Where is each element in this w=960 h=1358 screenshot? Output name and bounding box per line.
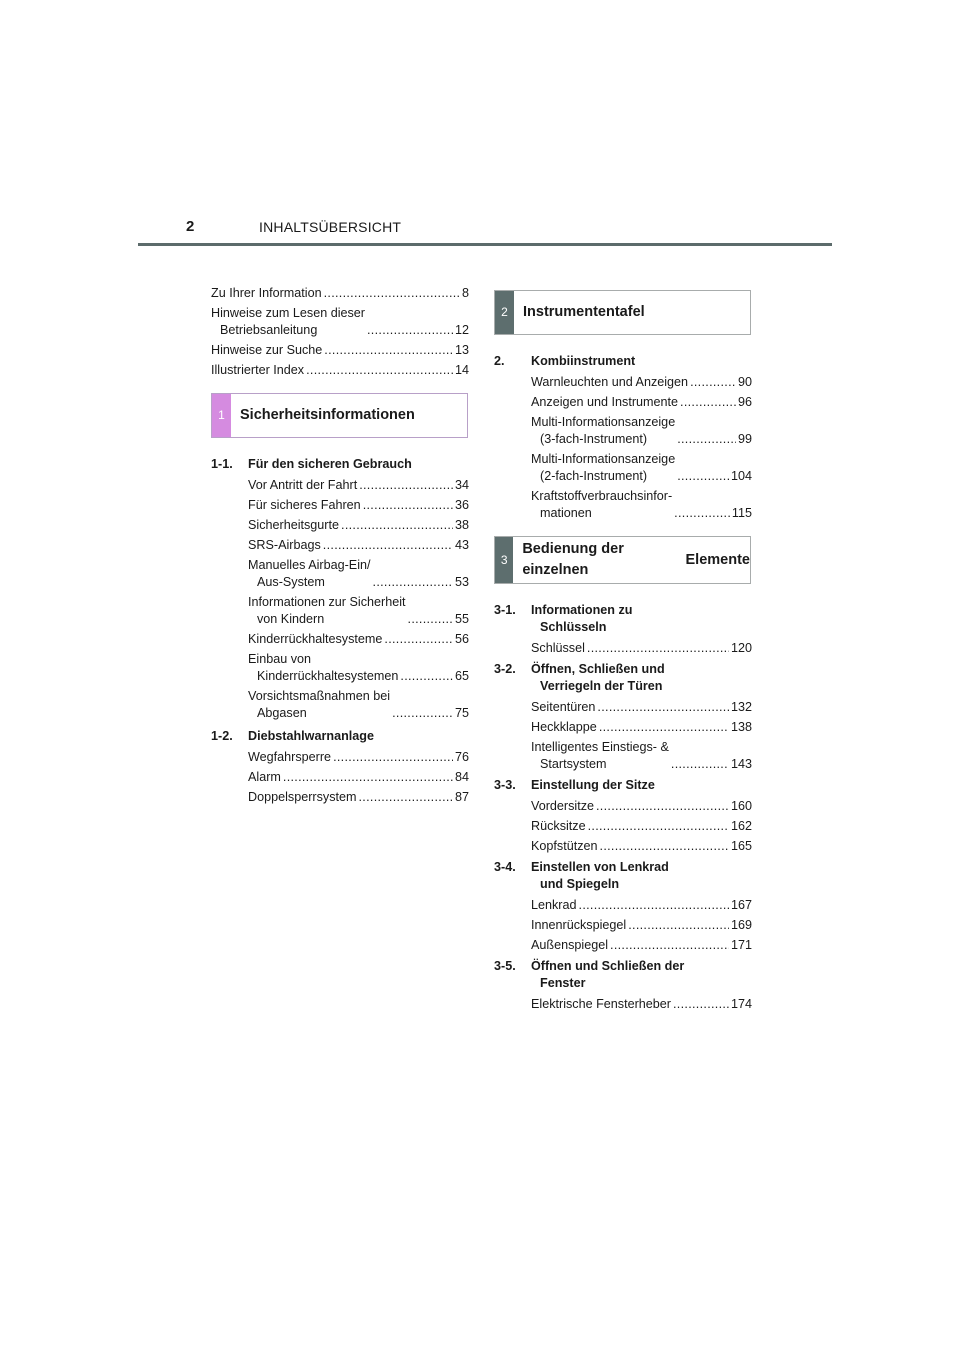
toc-entry[interactable]	[494, 394, 752, 411]
chapter-block	[494, 777, 752, 855]
chapter-block	[211, 728, 469, 806]
left-column	[211, 285, 469, 812]
toc-entry-label-line: Vorsichtsmaßnahmen bei	[248, 689, 391, 703]
toc-entry[interactable]	[494, 699, 752, 716]
toc-entry[interactable]	[211, 769, 469, 786]
toc-entry-label	[248, 517, 339, 534]
toc-entry-page: 12	[454, 323, 469, 337]
chapter-title-line: Schlüsseln	[540, 620, 607, 634]
toc-entry[interactable]	[494, 897, 752, 914]
toc-entry-page: 162	[730, 819, 752, 833]
toc-entry-label	[531, 699, 595, 716]
toc-entry-label	[531, 838, 598, 855]
leader-dots	[400, 668, 453, 685]
toc-entry-label	[531, 818, 586, 835]
toc-entry[interactable]	[494, 374, 752, 391]
toc-entry-label-line: SRS-Airbags	[248, 538, 321, 552]
chapter-heading[interactable]	[494, 353, 752, 370]
chapter-title-line: Öffnen, Schließen und	[531, 662, 665, 676]
leader-dots	[671, 756, 729, 773]
toc-entry-label-line: Elektrische Fensterheber	[531, 997, 671, 1011]
toc-entry[interactable]	[211, 557, 469, 591]
toc-entry-label-line: Rücksitze	[531, 819, 586, 833]
toc-entry-label	[248, 594, 406, 628]
leader-dots	[341, 517, 453, 534]
toc-entry[interactable]	[494, 937, 752, 954]
toc-entry-label-line: Manuelles Airbag-Ein/	[248, 558, 371, 572]
chapter-heading[interactable]	[494, 602, 752, 636]
toc-entry-page: 169	[730, 918, 752, 932]
leader-dots	[600, 838, 729, 855]
chapter-heading[interactable]	[211, 728, 469, 745]
chapter-title	[531, 859, 669, 893]
leader-dots	[610, 937, 729, 954]
toc-entry-label	[211, 342, 322, 359]
toc-entry-page: 55	[454, 612, 469, 626]
leader-dots	[359, 789, 453, 806]
toc-entry-label-line: von Kindern	[257, 612, 325, 626]
toc-entry-label-line: (2-fach-Instrument)	[540, 469, 648, 483]
toc-entry-label-line: Kinderrückhaltesysteme	[248, 632, 383, 646]
toc-entry-label-line: Abgasen	[257, 706, 307, 720]
toc-entry-page: 96	[737, 395, 752, 409]
toc-entry-label-line: (3-fach-Instrument)	[540, 432, 648, 446]
toc-entry[interactable]	[211, 517, 469, 534]
toc-entry[interactable]	[211, 497, 469, 514]
toc-entry-page: 56	[454, 632, 469, 646]
toc-entry-label	[248, 769, 281, 786]
section-title	[231, 394, 415, 437]
toc-entry-label-line: Seitentüren	[531, 700, 596, 714]
chapter-heading[interactable]	[494, 859, 752, 893]
toc-entry-label-line: Wegfahrsperre	[248, 750, 332, 764]
toc-entry-label-line: Für sicheres Fahren	[248, 498, 361, 512]
toc-entry-label	[248, 749, 331, 766]
leader-dots	[359, 477, 453, 494]
chapter-number: 3-1.	[494, 603, 516, 617]
right-column	[494, 290, 752, 1017]
chapter-heading[interactable]	[211, 456, 469, 473]
leader-dots	[599, 719, 729, 736]
toc-entry-label-line: Multi-Informationsanzeige	[531, 415, 676, 429]
toc-entry-page: 165	[730, 839, 752, 853]
chapter-number: 3-3.	[494, 778, 516, 792]
toc-entry-label-line: Lenkrad	[531, 898, 577, 912]
chapter-block	[494, 353, 752, 522]
chapter-title	[531, 353, 635, 370]
toc-entry-label-line: Sicherheitsgurte	[248, 518, 340, 532]
chapter-block	[494, 661, 752, 773]
toc-entry-label-line: Hinweise zum Lesen dieser	[211, 306, 365, 320]
toc-entry[interactable]	[211, 749, 469, 766]
toc-entry-label-line: Multi-Informationsanzeige	[531, 452, 676, 466]
leader-dots	[408, 611, 453, 628]
section-title	[514, 291, 645, 334]
leader-dots	[306, 362, 453, 379]
chapter-title-line: und Spiegeln	[540, 877, 620, 891]
toc-entry-label-line: Kraftstoffverbrauchsinfor-	[531, 489, 673, 503]
toc-entry-label	[248, 497, 361, 514]
chapter-number: 3-4.	[494, 860, 516, 874]
toc-entry[interactable]	[494, 818, 752, 835]
toc-entry[interactable]	[494, 640, 752, 657]
toc-entry[interactable]	[494, 838, 752, 855]
chapter-title-line: Öffnen und Schließen der	[531, 959, 685, 973]
chapter-title	[531, 602, 632, 636]
section-heading[interactable]	[494, 536, 751, 584]
toc-entry-label-line: Außenspiegel	[531, 938, 609, 952]
toc-entry[interactable]	[211, 631, 469, 648]
toc-entry-page: 53	[454, 575, 469, 589]
chapter-number: 3-5.	[494, 959, 516, 973]
leader-dots	[597, 699, 729, 716]
toc-entry-label	[248, 631, 382, 648]
toc-entry-label	[531, 996, 671, 1013]
toc-entry-label-line: Startsystem	[540, 757, 607, 771]
toc-entry-label-line: Innenrückspiegel	[531, 918, 627, 932]
toc-entry-label-line: Heckklappe	[531, 720, 597, 734]
chapter-title-line: Einstellung der Sitze	[531, 778, 655, 792]
toc-entry-label-line: Kopfstützen	[531, 839, 598, 853]
toc-entry-page: 76	[454, 750, 469, 764]
toc-entry-page: 43	[454, 538, 469, 552]
toc-entry-label	[531, 937, 608, 954]
toc-entry[interactable]	[494, 996, 752, 1013]
toc-entry[interactable]	[211, 342, 469, 359]
toc-entry-label-line: Vordersitze	[531, 799, 594, 813]
toc-entry-label-line: Hinweise zur Suche	[211, 343, 323, 357]
toc-entry-label	[248, 557, 371, 591]
toc-entry-page: 104	[730, 469, 752, 483]
section-title	[513, 537, 750, 583]
chapter-heading[interactable]	[494, 958, 752, 992]
leader-dots	[363, 497, 453, 514]
toc-entry-label	[211, 362, 304, 379]
toc-entry-label	[248, 789, 357, 806]
chapter-number: 1-2.	[211, 729, 233, 743]
toc-entry-label	[248, 688, 390, 722]
toc-entry[interactable]	[494, 739, 752, 773]
leader-dots	[677, 431, 736, 448]
toc-entry[interactable]	[211, 688, 469, 722]
toc-entry-label-line: Aus-System	[257, 575, 325, 589]
toc-entry-label-line: Zu Ihrer Information	[211, 286, 322, 300]
chapter-title-line: Informationen zu	[531, 603, 633, 617]
toc-entry-label-line: Schlüssel	[531, 641, 585, 655]
toc-entry-page: 99	[737, 432, 752, 446]
chapter-block	[211, 456, 469, 722]
chapter-title-line: Einstellen von Lenkrad	[531, 860, 669, 874]
leader-dots	[673, 996, 729, 1013]
leader-dots	[680, 394, 736, 411]
chapter-heading[interactable]	[494, 661, 752, 695]
toc-entry-page: 138	[730, 720, 752, 734]
toc-entry-page: 143	[730, 757, 752, 771]
toc-entry-page: 160	[730, 799, 752, 813]
chapter-block	[494, 859, 752, 954]
toc-entry-label-line: mationen	[540, 506, 592, 520]
page-number: 2	[186, 218, 195, 235]
chapter-title-line: Diebstahlwarnanlage	[248, 729, 374, 743]
toc-entry[interactable]	[494, 917, 752, 934]
toc-entry-page: 34	[454, 478, 469, 492]
chapter-title	[531, 661, 665, 695]
toc-entry-label-line: Warnleuchten und Anzeigen	[531, 375, 689, 389]
toc-entry-page: 84	[454, 770, 469, 784]
toc-entry-page: 90	[737, 375, 752, 389]
leader-dots	[324, 285, 460, 302]
toc-entry[interactable]	[211, 285, 469, 302]
chapter-title	[531, 777, 655, 794]
toc-entry-page: 87	[454, 790, 469, 804]
toc-entry-label	[248, 477, 357, 494]
toc-entry[interactable]	[211, 651, 469, 685]
toc-entry-label-line: Intelligentes Einstiegs- &	[531, 740, 669, 754]
section-title-line: Bedienung der einzelnen	[522, 541, 624, 578]
page-header-title: INHALTSÜBERSICHT	[259, 219, 402, 235]
toc-entry-label	[531, 917, 626, 934]
toc-entry-label-line: Kinderrückhaltesystemen	[257, 669, 399, 683]
toc-entry-label	[531, 414, 675, 448]
toc-entry[interactable]	[494, 719, 752, 736]
toc-entry-label	[211, 285, 322, 302]
leader-dots	[588, 818, 729, 835]
toc-entry-label	[531, 488, 672, 522]
toc-entry-label-line: Illustrierter Index	[211, 363, 305, 377]
section-number-tab: 1	[212, 394, 231, 437]
chapter-title-line: Verriegeln der Türen	[540, 679, 663, 693]
toc-entry-label	[531, 451, 675, 485]
leader-dots	[596, 798, 729, 815]
toc-entry-page: 132	[730, 700, 752, 714]
toc-entry[interactable]	[211, 789, 469, 806]
leader-dots	[283, 769, 453, 786]
toc-entry-page: 38	[454, 518, 469, 532]
toc-entry-label	[531, 798, 594, 815]
chapter-block	[494, 958, 752, 1013]
chapter-number: 2.	[494, 354, 505, 368]
leader-dots	[677, 468, 729, 485]
chapter-title-line: Kombiinstrument	[531, 354, 636, 368]
leader-dots	[674, 505, 730, 522]
toc-entry-label	[211, 305, 365, 339]
toc-entry[interactable]	[211, 362, 469, 379]
leader-dots	[384, 631, 453, 648]
toc-entry[interactable]	[494, 488, 752, 522]
toc-entry[interactable]	[211, 537, 469, 554]
section-heading[interactable]	[494, 290, 751, 335]
toc-entry-label	[531, 739, 669, 773]
leader-dots	[333, 749, 453, 766]
chapter-title	[531, 958, 684, 992]
toc-entry[interactable]	[494, 798, 752, 815]
toc-entry-label-line: Einbau von	[248, 652, 312, 666]
toc-entry-page: 13	[454, 343, 469, 357]
toc-entry-page: 120	[730, 641, 752, 655]
section-title-line: Elemente	[685, 551, 750, 568]
toc-entry-page: 65	[454, 669, 469, 683]
header-rule	[138, 243, 832, 246]
toc-entry-page: 167	[730, 898, 752, 912]
leader-dots	[392, 705, 453, 722]
toc-entry[interactable]	[211, 305, 469, 339]
toc-entry-label-line: Doppelsperrsystem	[248, 790, 357, 804]
section-title-line: Instrumententafel	[523, 304, 645, 320]
section-heading[interactable]	[211, 393, 468, 438]
toc-entry-label	[248, 651, 398, 685]
toc-entry-page: 14	[454, 363, 469, 377]
toc-entry-page: 115	[731, 506, 752, 520]
chapter-number: 3-2.	[494, 662, 516, 676]
toc-entry-page: 36	[454, 498, 469, 512]
section-number-tab: 2	[495, 291, 514, 334]
toc-entry-page: 174	[730, 997, 752, 1011]
toc-entry-page: 75	[454, 706, 469, 720]
chapter-title-line: Für den sicheren Gebrauch	[248, 457, 412, 471]
toc-entry-page: 8	[461, 286, 469, 300]
toc-entry-label-line: Anzeigen und Instrumente	[531, 395, 679, 409]
toc-entry[interactable]	[211, 477, 469, 494]
toc-entry-label	[248, 537, 321, 554]
chapter-title	[248, 728, 374, 745]
chapter-title	[248, 456, 412, 473]
section-number-tab: 3	[495, 537, 513, 583]
leader-dots	[587, 640, 729, 657]
toc-entry-label-line: Vor Antritt der Fahrt	[248, 478, 358, 492]
leader-dots	[690, 374, 736, 391]
toc-entry[interactable]	[211, 594, 469, 628]
toc-entry-label-line: Alarm	[248, 770, 281, 784]
leader-dots	[367, 322, 453, 339]
toc-entry[interactable]	[494, 414, 752, 448]
chapter-block	[494, 602, 752, 657]
toc-entry-label	[531, 394, 678, 411]
toc-entry-label-line: Betriebsanleitung	[220, 323, 318, 337]
leader-dots	[324, 342, 453, 359]
toc-entry-page: 171	[730, 938, 752, 952]
chapter-heading[interactable]	[494, 777, 752, 794]
toc-entry[interactable]	[494, 451, 752, 485]
leader-dots	[628, 917, 729, 934]
leader-dots	[323, 537, 453, 554]
chapter-title-line: Fenster	[540, 976, 586, 990]
leader-dots	[373, 574, 453, 591]
chapter-number: 1-1.	[211, 457, 233, 471]
toc-entry-label-line: Informationen zur Sicherheit	[248, 595, 406, 609]
section-title-line: Sicherheitsinformationen	[240, 407, 415, 423]
toc-entry-label	[531, 897, 577, 914]
toc-entry-label	[531, 719, 597, 736]
toc-entry-label	[531, 640, 585, 657]
toc-entry-label	[531, 374, 688, 391]
leader-dots	[579, 897, 729, 914]
